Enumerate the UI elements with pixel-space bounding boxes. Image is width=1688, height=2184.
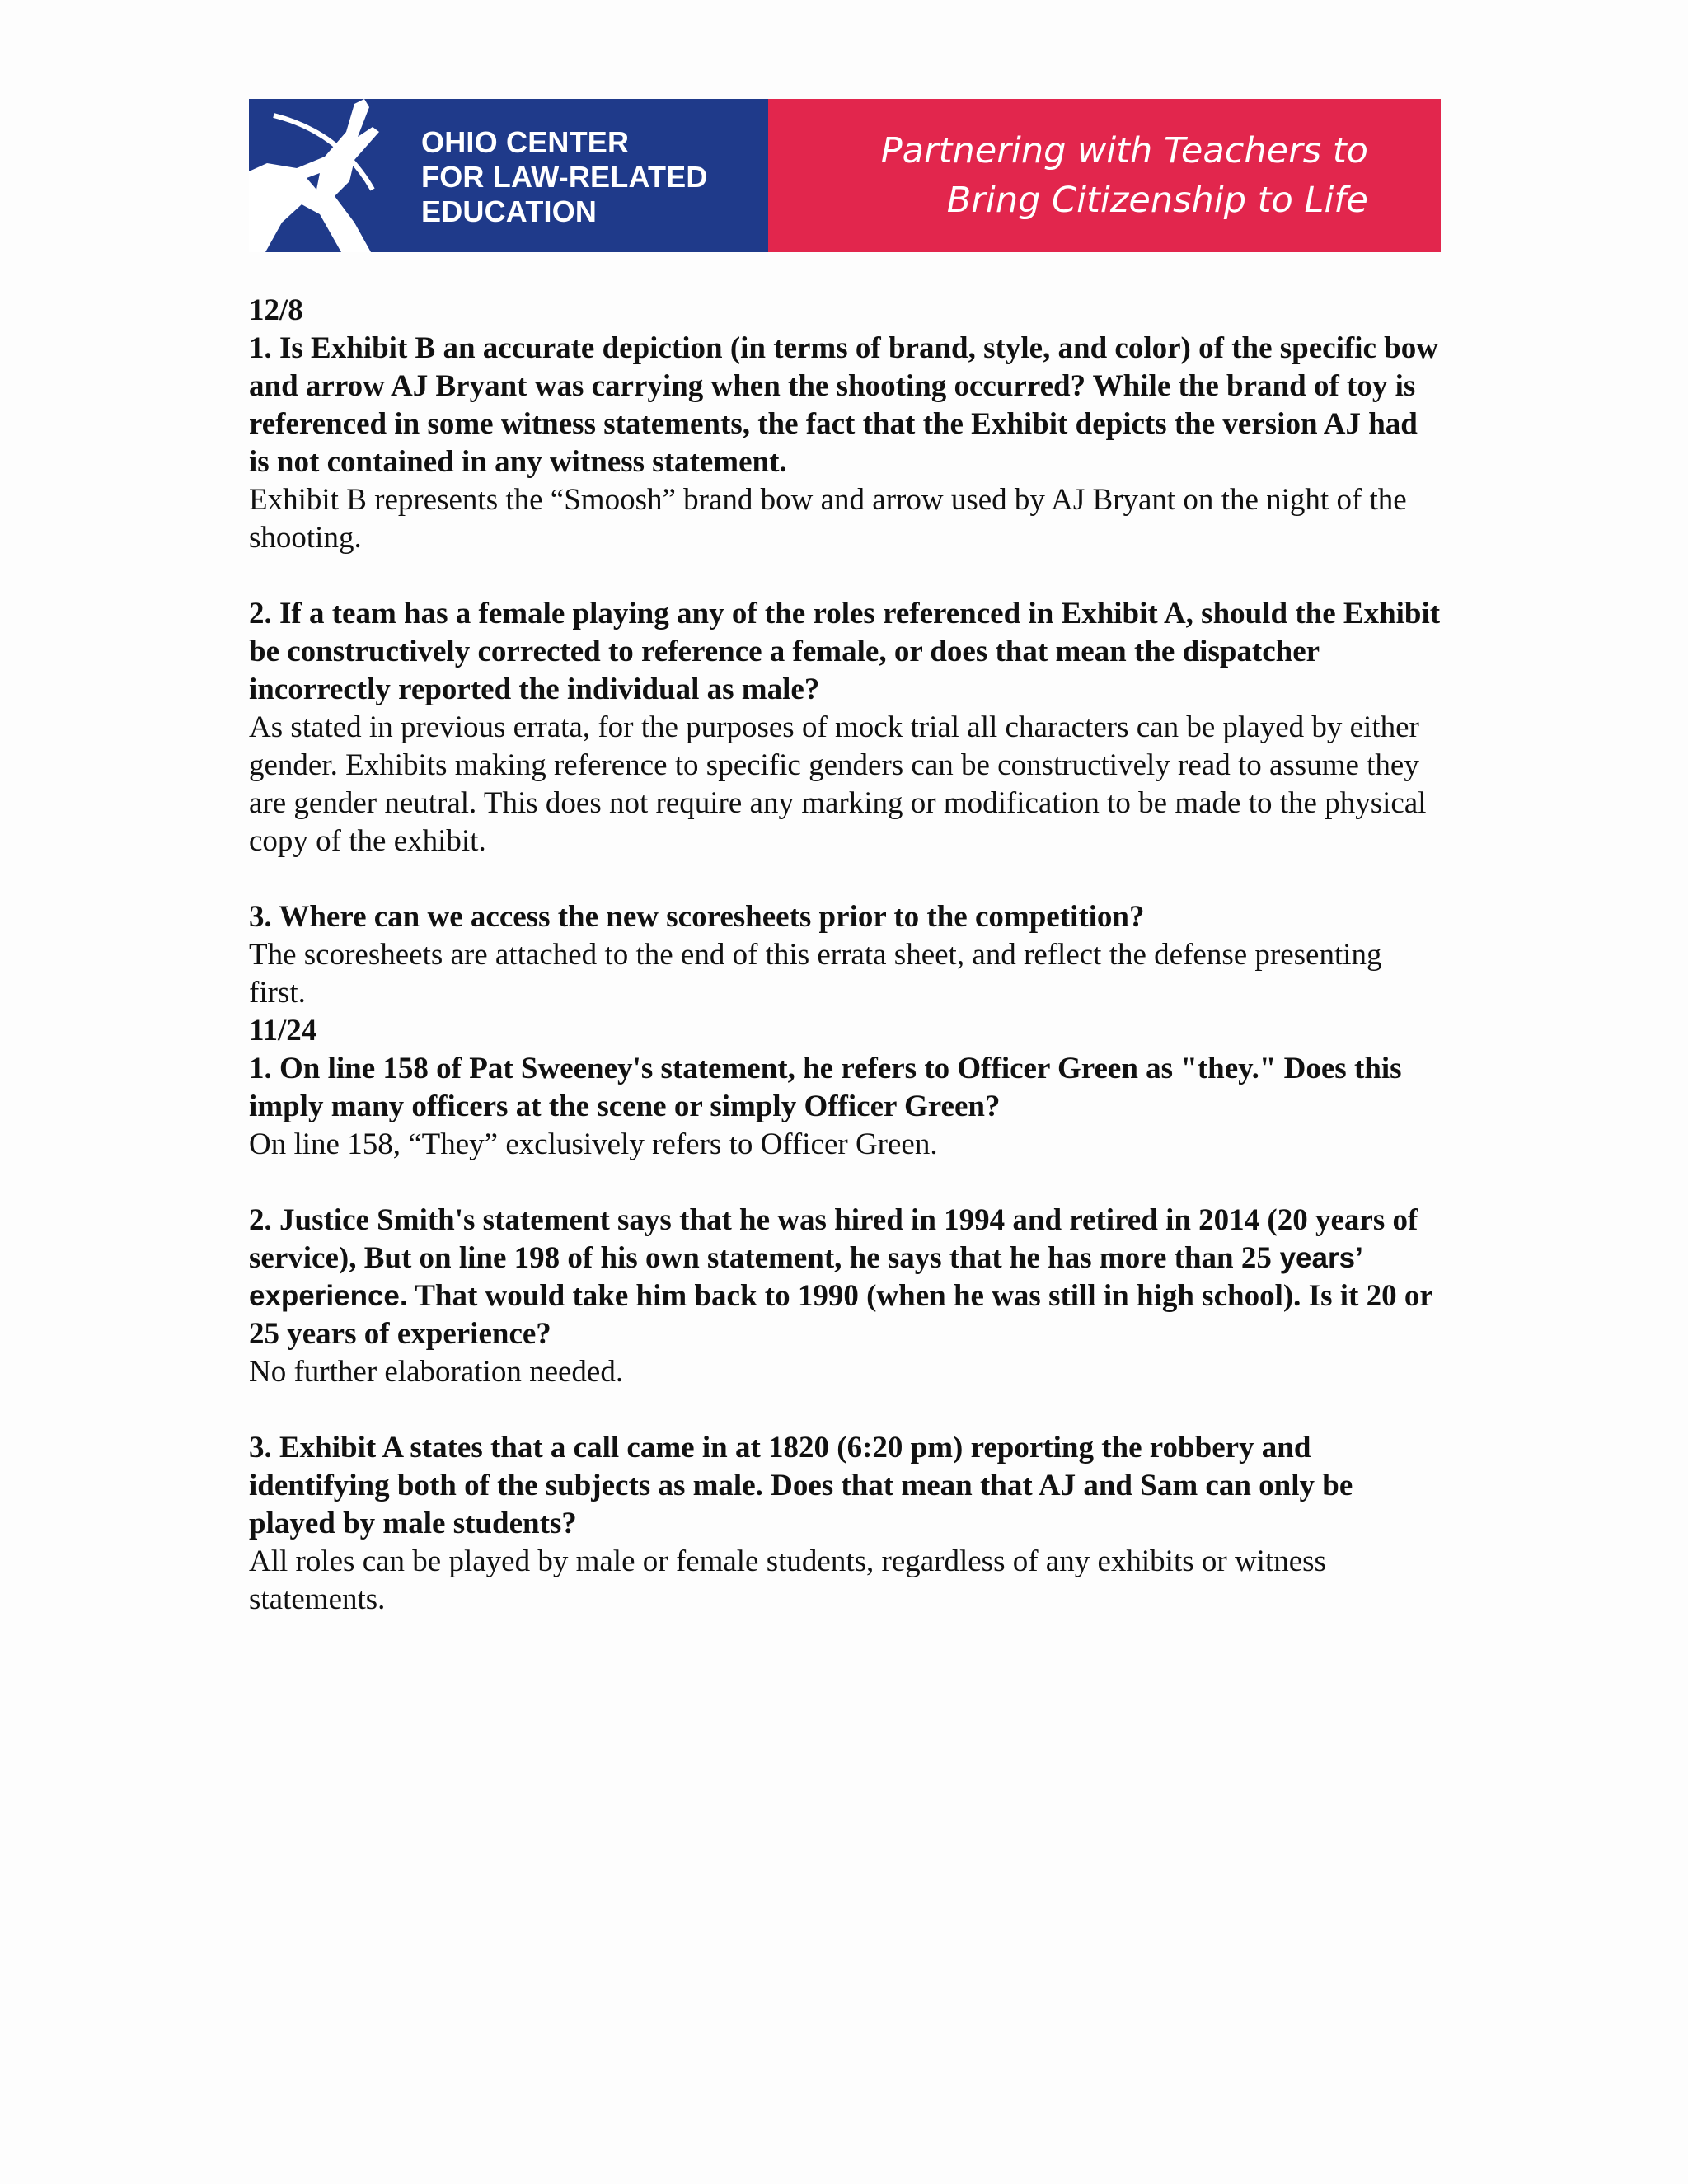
question-part-2: years’ experience. bbox=[249, 1242, 1362, 1312]
question: 2. If a team has a female playing any of the roles referenced in Exhibit A, should the Exhibit be constructively corrected to reference a female, or does that mean the dispatcher incorrectly reported the individual as male? bbox=[249, 597, 1441, 706]
errata-section-11-24 bbox=[249, 1012, 1441, 1619]
tagline bbox=[881, 126, 1368, 225]
archer-silhouette-icon bbox=[249, 99, 406, 252]
org-name-line-3: EDUCATION bbox=[421, 194, 598, 228]
qa-item bbox=[249, 1202, 1441, 1391]
question: 1. On line 158 of Pat Sweeney's statement, he refers to Officer Green as "they." Does this imply many officers at the scene or simply Officer Green? bbox=[249, 1052, 1402, 1123]
header-banner bbox=[249, 99, 1441, 252]
answer: As stated in previous errata, for the purposes of mock trial all characters can be played by either gender. Exhibits making reference to specific genders can be constructively read to assume they are gender neutral. This does not require any marking or modification to be made to the physical copy of the exhibit. bbox=[249, 710, 1427, 858]
question: 3. Exhibit A states that a call came in at 1820 (6:20 pm) reporting the robbery and identifying both of the subjects as male. Does that mean that AJ and Sam can only be played by male students? bbox=[249, 1431, 1353, 1540]
tagline-line-1: Partnering with Teachers to bbox=[880, 130, 1368, 171]
qa-item bbox=[249, 1429, 1441, 1619]
errata-content bbox=[249, 292, 1441, 1619]
question-part-3: That would take him back to 1990 (when he was still in high school). Is it 20 or 25 years of experience? bbox=[249, 1279, 1433, 1351]
question bbox=[249, 1202, 1441, 1353]
qa-item bbox=[249, 330, 1441, 557]
organization-name bbox=[421, 125, 708, 229]
org-name-line-2: FOR LAW-RELATED bbox=[421, 160, 708, 194]
section-date: 12/8 bbox=[249, 293, 303, 327]
qa-item bbox=[249, 1050, 1441, 1164]
question: 1. Is Exhibit B an accurate depiction (in terms of brand, style, and color) of the specific bow and arrow AJ Bryant was carrying when the shooting occurred? While the brand of toy is referenced in some witness statements, the fact that the Exhibit depicts the version AJ had is not contained in any witness statement. bbox=[249, 331, 1438, 479]
tagline-line-2: Bring Citizenship to Life bbox=[946, 180, 1368, 221]
section-date: 11/24 bbox=[249, 1014, 317, 1047]
answer: On line 158, “They” exclusively refers to Officer Green. bbox=[249, 1127, 938, 1161]
banner-left-panel bbox=[249, 99, 768, 252]
question-part-1: 2. Justice Smith's statement says that he was hired in 1994 and retired in 2014 (20 years of service), But on line 198 of his own statement, he says that he has more than 25 bbox=[249, 1203, 1418, 1275]
org-name-line-1: OHIO CENTER bbox=[421, 125, 630, 159]
qa-item bbox=[249, 595, 1441, 860]
answer: Exhibit B represents the “Smoosh” brand bow and arrow used by AJ Bryant on the night of the shooting. bbox=[249, 483, 1407, 555]
errata-section-12-8 bbox=[249, 292, 1441, 1012]
answer: All roles can be played by male or female students, regardless of any exhibits or witness statements. bbox=[249, 1544, 1326, 1616]
banner-right-panel bbox=[768, 99, 1441, 252]
question: 3. Where can we access the new scoresheets prior to the competition? bbox=[249, 900, 1145, 934]
qa-item bbox=[249, 898, 1441, 1012]
document-page bbox=[249, 99, 1441, 1619]
answer: The scoresheets are attached to the end of this errata sheet, and reflect the defense presenting first. bbox=[249, 938, 1382, 1010]
answer: No further elaboration needed. bbox=[249, 1355, 624, 1389]
